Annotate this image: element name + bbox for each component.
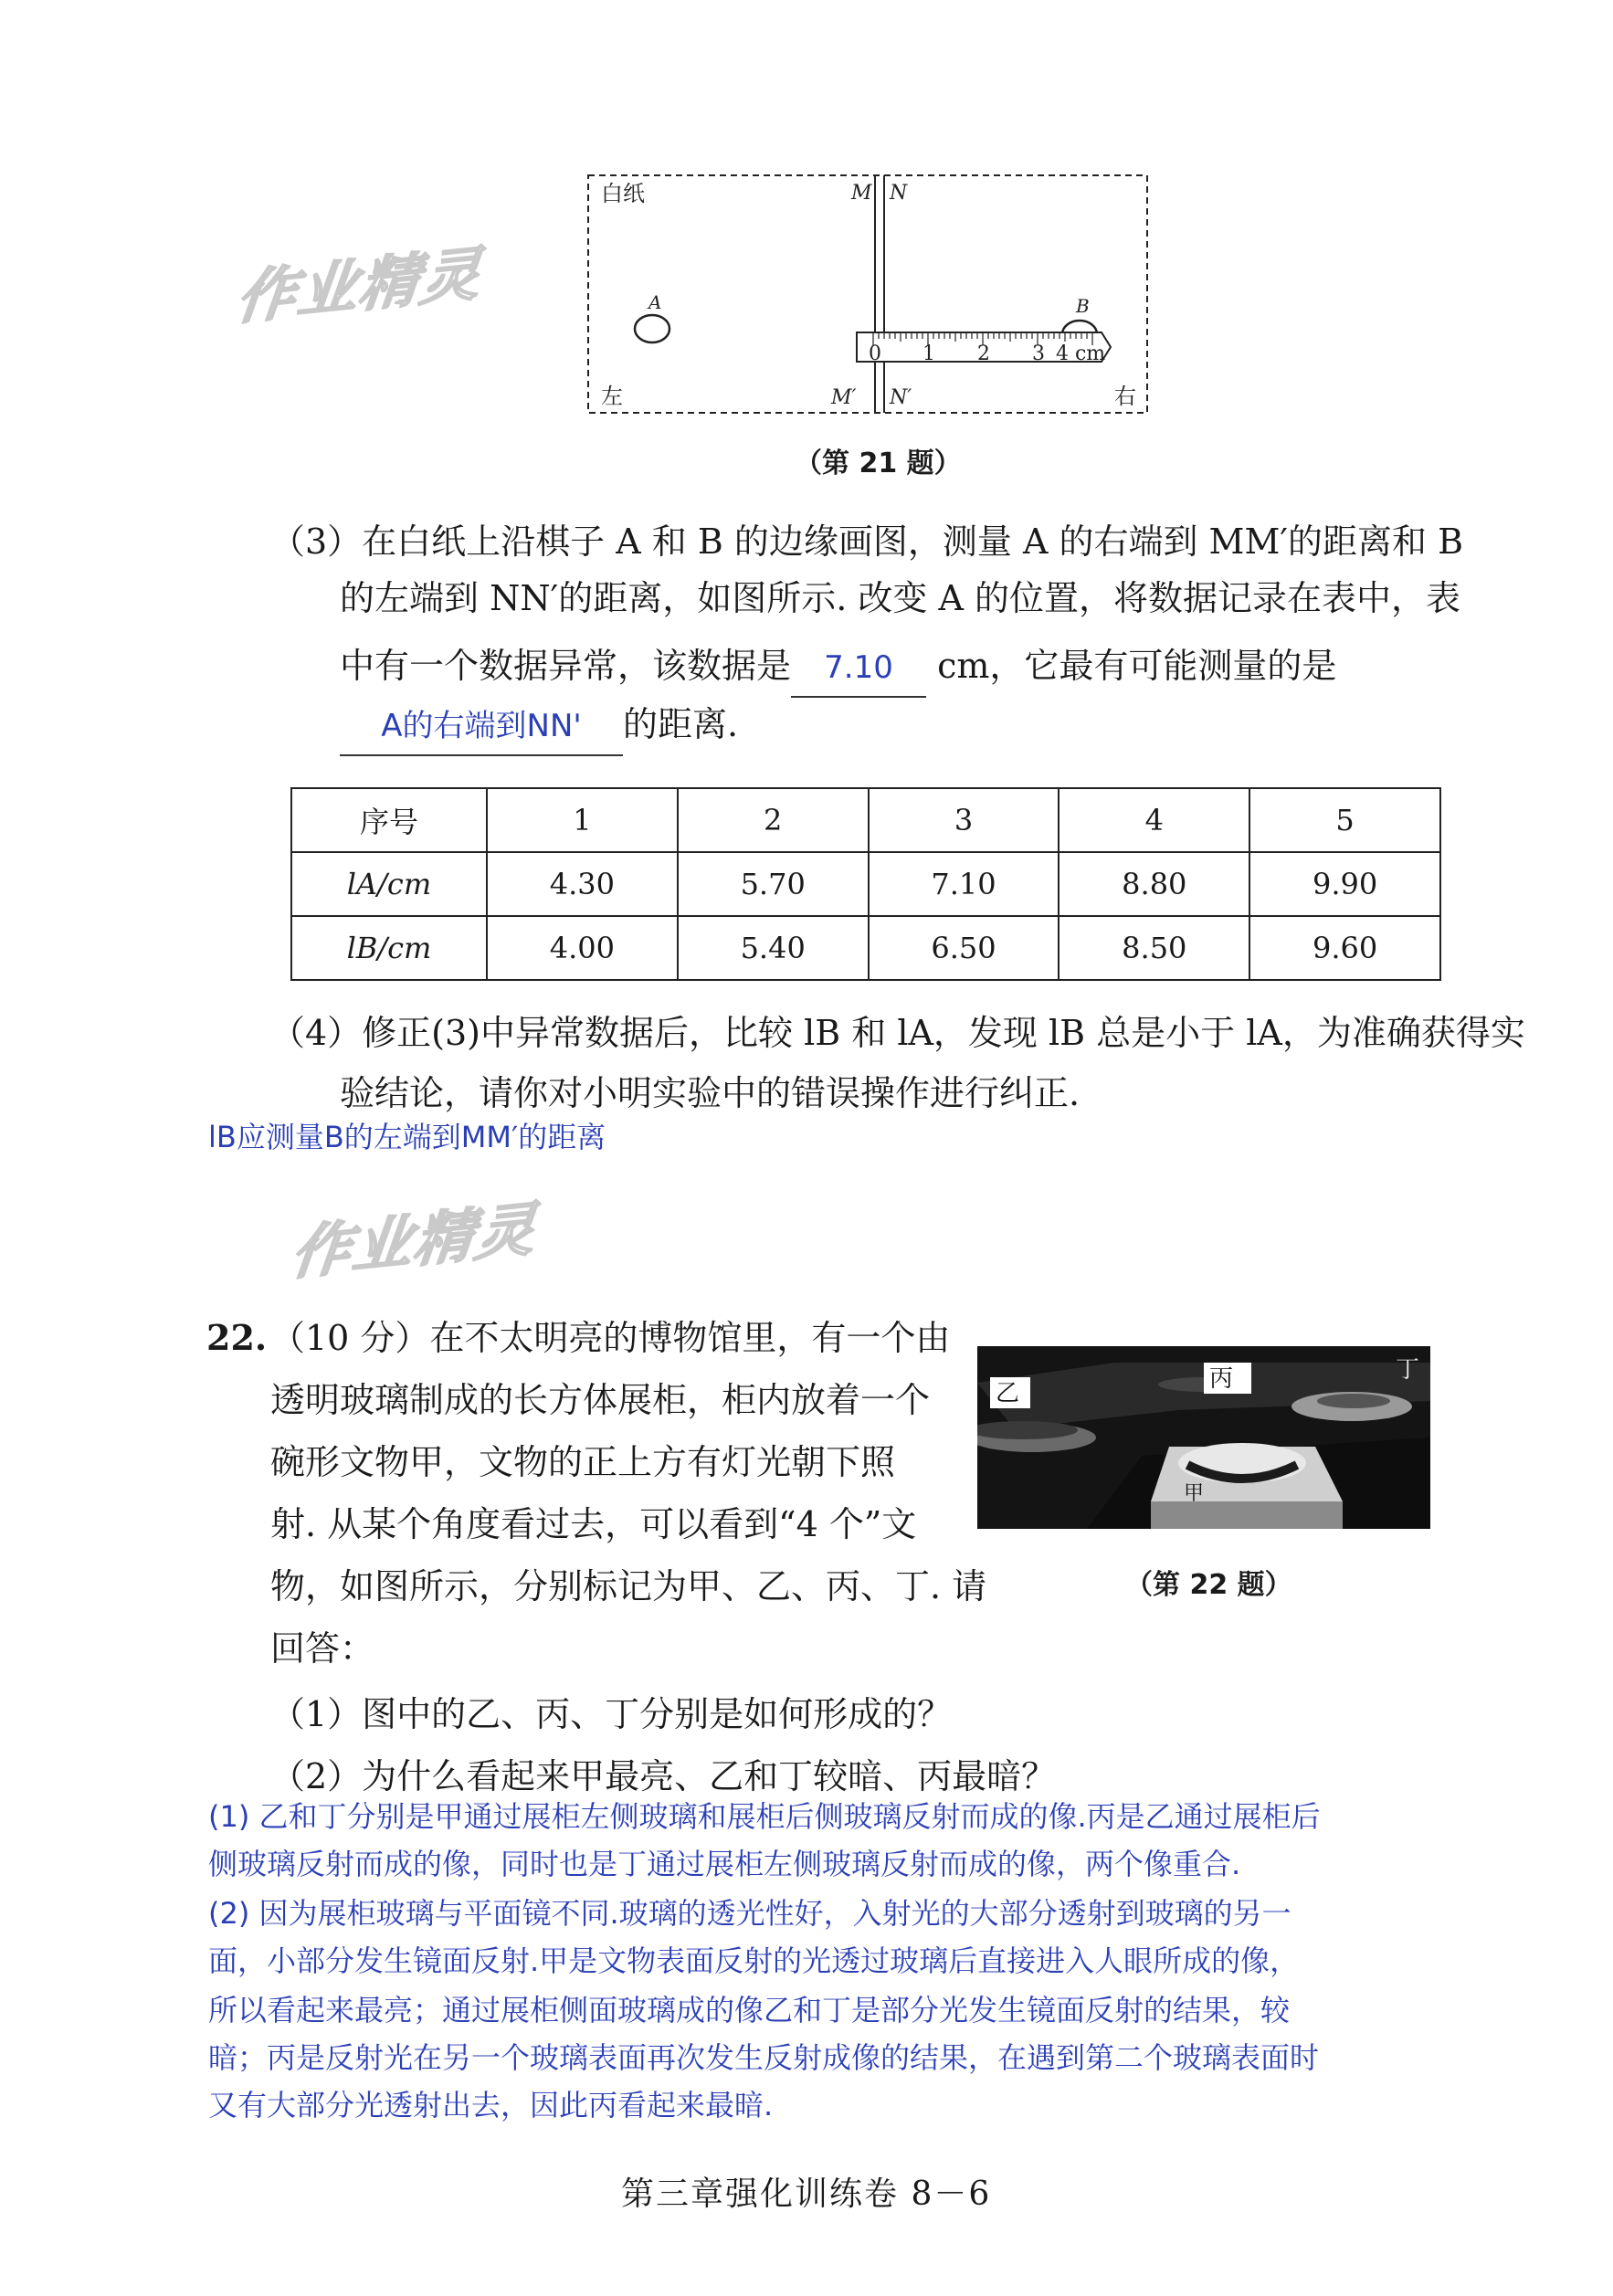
- q21-4-answer: lB应测量B的左端到MM′的距离: [208, 1120, 606, 1154]
- label-m: M: [851, 182, 872, 205]
- q21-3-line3-post: cm，它最有可能测量的是: [937, 646, 1337, 686]
- label-right: 右: [1114, 384, 1136, 409]
- photo-label-yi: 乙: [996, 1380, 1020, 1407]
- watermark: 作业精灵: [233, 240, 486, 333]
- table-cell: 8.50: [1059, 916, 1249, 980]
- q21-3-line1: （3）在白纸上沿棋子 A 和 B 的边缘画图，测量 A 的右端到 MM′的距离和 B: [270, 521, 1463, 562]
- label-a: A: [648, 291, 662, 313]
- q22-answer-line: 暗；丙是反射光在另一个玻璃表面再次发生反射成像的结果，在遇到第二个玻璃表面时: [208, 2040, 1320, 2075]
- chess-piece-a: [635, 315, 669, 342]
- label-n: N: [890, 182, 908, 205]
- label-b: B: [1076, 295, 1090, 317]
- q22-line: 透明玻璃制成的长方体展柜，柜内放着一个: [270, 1380, 931, 1420]
- q22-line: 物，如图所示，分别标记为甲、乙、丙、丁. 请: [270, 1566, 987, 1606]
- watermark: 作业精灵: [288, 1195, 541, 1289]
- ruler-tick-label: 2: [977, 342, 990, 365]
- q22-answer-line: 面，小部分发生镜面反射.甲是文物表面反射的光透过玻璃后直接进入人眼所成的像，: [208, 1943, 1300, 1978]
- photo-label-jia: 甲: [1184, 1482, 1205, 1505]
- figure-21-diagram: [585, 172, 1151, 416]
- label-left: 左: [601, 384, 623, 409]
- q22-answer-line: (1) 乙和丁分别是甲通过展柜左侧玻璃和展柜后侧玻璃反射而成的像.丙是乙通过展柜后: [208, 1799, 1321, 1834]
- answer-blank-1: [791, 637, 926, 698]
- answer-blank-2-value: A的右端到NN': [381, 708, 582, 744]
- q21-3-line3: [340, 637, 1336, 698]
- table-row: [291, 916, 1440, 980]
- table-cell: 6.50: [869, 916, 1060, 980]
- q22-sub1: （1）图中的乙、丙、丁分别是如何形成的？: [270, 1694, 953, 1734]
- ruler-tick-label: 3: [1032, 342, 1045, 365]
- photo-label-bing: 丙: [1209, 1365, 1234, 1393]
- table-cell: 8.80: [1059, 852, 1249, 916]
- figure-22-photo: [977, 1346, 1430, 1529]
- q21-3-line4: [340, 696, 738, 756]
- table-cell: 5: [1249, 788, 1440, 852]
- figure-21-caption: （第 21 题）: [795, 448, 962, 479]
- table-cell: 5.40: [678, 916, 869, 980]
- q21-3-line2: 的左端到 NN′的距离，如图所示. 改变 A 的位置，将数据记录在表中，表: [340, 578, 1460, 618]
- q22-answer-line: 所以看起来最亮；通过展柜侧面玻璃成的像乙和丁是部分光发生镜面反射的结果，较: [208, 1993, 1291, 2027]
- label-n-prime: N′: [890, 386, 912, 409]
- q21-4-line1: （4）修正(3)中异常数据后，比较 lB 和 lA，发现 lB 总是小于 lA，为准确获得实: [270, 1013, 1525, 1053]
- q22-answer-line: 侧玻璃反射而成的像，同时也是丁通过展柜左侧玻璃反射而成的像，两个像重合.: [208, 1847, 1241, 1881]
- museum-photo: [977, 1346, 1430, 1529]
- q21-3-line4-post: 的距离.: [623, 704, 739, 744]
- data-table: [290, 787, 1441, 981]
- table-cell: 7.10: [869, 852, 1060, 916]
- table-row: [291, 788, 1440, 852]
- q22-number: 22.: [206, 1317, 268, 1358]
- answer-blank-2: [340, 696, 623, 756]
- table-cell: 9.90: [1249, 852, 1440, 916]
- table-cell: 序号: [291, 788, 487, 852]
- q22-line: （10 分）在不太明亮的博物馆里，有一个由: [270, 1318, 951, 1358]
- ruler-tick-label: 1: [922, 342, 935, 365]
- table-row: [291, 852, 1440, 916]
- table-cell: lB/cm: [291, 916, 487, 980]
- label-paper: 白纸: [601, 181, 645, 206]
- q22-answer-line: 又有大部分光透射出去，因此丙看起来最暗.: [208, 2088, 774, 2122]
- ruler-tick-label: 4 cm: [1056, 342, 1106, 365]
- q22-line: 碗形文物甲，文物的正上方有灯光朝下照: [270, 1442, 896, 1482]
- page-footer: 第三章强化训练卷 8－6: [621, 2175, 992, 2213]
- ruler-tick-label: 0: [869, 342, 881, 365]
- table-cell: 4: [1059, 788, 1249, 852]
- q22-line: 射. 从某个角度看过去，可以看到“4 个”文: [270, 1504, 917, 1544]
- q22-sub2: （2）为什么看起来甲最亮、乙和丁较暗、丙最暗？: [270, 1756, 1057, 1796]
- table-cell: 3: [869, 788, 1060, 852]
- q21-4-line2: 验结论，请你对小明实验中的错误操作进行纠正.: [340, 1073, 1081, 1113]
- table-cell: 4.30: [487, 852, 678, 916]
- figure-21: [585, 172, 1151, 416]
- table-cell: 2: [678, 788, 869, 852]
- q22-answer-line: (2) 因为展柜玻璃与平面镜不同.玻璃的透光性好，入射光的大部分透射到玻璃的另一: [208, 1896, 1291, 1931]
- table-cell: 9.60: [1249, 916, 1440, 980]
- table-cell: 1: [487, 788, 678, 852]
- q22-line: 回答：: [270, 1628, 375, 1669]
- photo-label-ding: 丁: [1396, 1356, 1420, 1384]
- figure-22-caption: （第 22 题）: [1125, 1569, 1292, 1601]
- table-cell: 5.70: [678, 852, 869, 916]
- label-m-prime: M′: [831, 386, 857, 409]
- paper-outline: [588, 175, 1147, 413]
- answer-blank-1-value: 7.10: [824, 649, 893, 686]
- table-cell: lA/cm: [291, 852, 487, 916]
- table-cell: 4.00: [487, 916, 678, 980]
- q21-3-line3-pre: 中有一个数据异常，该数据是: [340, 646, 792, 686]
